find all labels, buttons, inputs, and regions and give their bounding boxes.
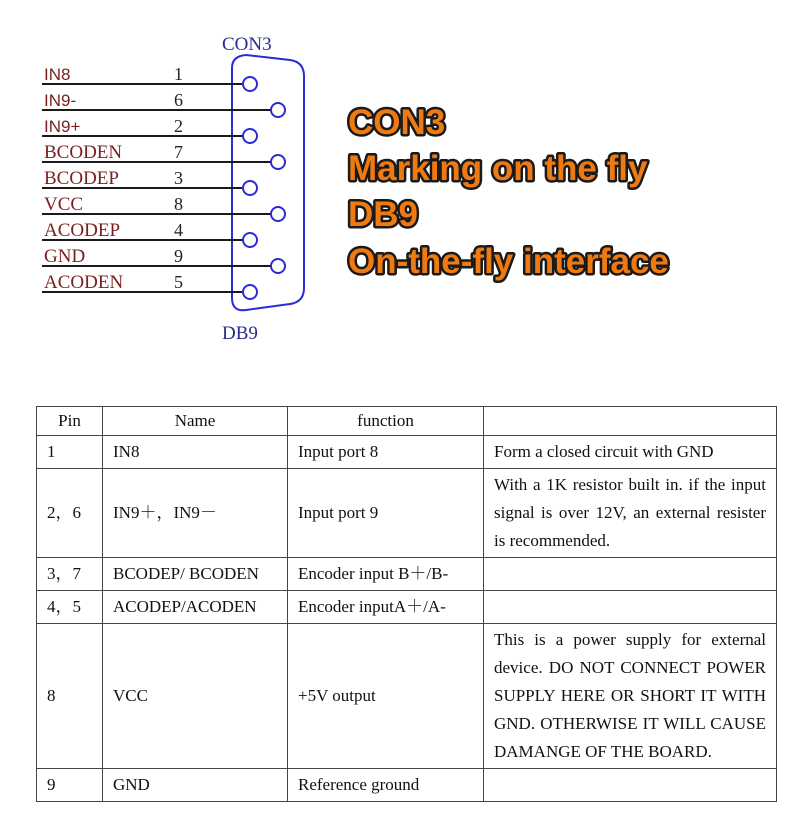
pin-contact bbox=[243, 285, 257, 299]
cell-pin: 9 bbox=[37, 769, 103, 802]
cell-name: BCODEP/ BCODEN bbox=[103, 558, 288, 591]
cell-pin: 8 bbox=[37, 624, 103, 769]
header-function: function bbox=[288, 407, 484, 436]
table-header-row bbox=[37, 407, 777, 436]
pin-number-label: 5 bbox=[174, 272, 183, 292]
pin-contact bbox=[271, 259, 285, 273]
cell-function: Encoder inputA＋/A- bbox=[288, 591, 484, 624]
pin-contact bbox=[271, 207, 285, 221]
cell-pin: 4，5 bbox=[37, 591, 103, 624]
table-row bbox=[37, 469, 777, 558]
cell-note: Form a closed circuit with GND bbox=[484, 436, 777, 469]
pin-function-table bbox=[36, 406, 777, 802]
connector-top-label: CON3 bbox=[222, 34, 272, 55]
title-block bbox=[348, 103, 669, 281]
pin-number-labels bbox=[174, 64, 183, 292]
title-line-3: DB9 bbox=[348, 195, 419, 234]
title-line-4: On-the-fly interface bbox=[348, 242, 669, 281]
header-name: Name bbox=[103, 407, 288, 436]
cell-name: IN8 bbox=[103, 436, 288, 469]
cell-name: VCC bbox=[103, 624, 288, 769]
cell-name: ACODEP/ACODEN bbox=[103, 591, 288, 624]
pin-number-label: 2 bbox=[174, 116, 183, 136]
pin-number-label: 3 bbox=[174, 168, 183, 188]
cell-function: Reference ground bbox=[288, 769, 484, 802]
cell-function: +5V output bbox=[288, 624, 484, 769]
db9-connector-shell bbox=[232, 55, 304, 310]
pin-number-label: 9 bbox=[174, 246, 183, 266]
cell-function: Input port 8 bbox=[288, 436, 484, 469]
pin-name-labels bbox=[44, 65, 123, 293]
connector-bottom-label: DB9 bbox=[222, 323, 258, 344]
cell-note bbox=[484, 558, 777, 591]
cell-note bbox=[484, 591, 777, 624]
pin-name-label: BCODEN bbox=[44, 142, 123, 163]
cell-note: With a 1K resistor built in. if the input signal is over 12V, an external resister is recommended. bbox=[484, 469, 777, 558]
title-line-1: CON3 bbox=[348, 103, 446, 142]
cell-pin: 1 bbox=[37, 436, 103, 469]
pin-contact bbox=[243, 233, 257, 247]
header-pin: Pin bbox=[37, 407, 103, 436]
table-row bbox=[37, 591, 777, 624]
title-line-2: Marking on the fly bbox=[348, 149, 648, 188]
cell-function: Encoder input B＋/B- bbox=[288, 558, 484, 591]
cell-note: This is a power supply for external device. DO NOT CONNECT POWER SUPPLY HERE OR SHORT IT WITH GND. OTHERWISE IT WILL CAUSE DAMANGE OF THE BOARD. bbox=[484, 624, 777, 769]
cell-note bbox=[484, 769, 777, 802]
cell-name: GND bbox=[103, 769, 288, 802]
pin-contact bbox=[271, 155, 285, 169]
header-note bbox=[484, 407, 777, 436]
pin-name-label: VCC bbox=[44, 194, 84, 215]
pin-name-label: IN9+ bbox=[44, 117, 81, 136]
pin-contact bbox=[243, 77, 257, 91]
pin-name-label: IN8 bbox=[44, 65, 71, 84]
pin-name-label: IN9- bbox=[44, 91, 77, 110]
pin-name-label: ACODEN bbox=[44, 272, 124, 293]
table-row bbox=[37, 769, 777, 802]
cell-pin: 2，6 bbox=[37, 469, 103, 558]
pin-number-label: 8 bbox=[174, 194, 183, 214]
pin-name-label: GND bbox=[44, 246, 86, 267]
pin-contact bbox=[243, 181, 257, 195]
pin-number-label: 6 bbox=[174, 90, 183, 110]
cell-pin: 3，7 bbox=[37, 558, 103, 591]
pin-number-label: 4 bbox=[174, 220, 183, 240]
db9-pinout-diagram bbox=[0, 0, 800, 360]
cell-name: IN9＋，IN9－ bbox=[103, 469, 288, 558]
pin-contact bbox=[271, 103, 285, 117]
table-row bbox=[37, 624, 777, 769]
pin-name-label: ACODEP bbox=[44, 220, 121, 241]
table-row bbox=[37, 558, 777, 591]
pin-number-label: 1 bbox=[174, 64, 183, 84]
pin-contact bbox=[243, 129, 257, 143]
table-row bbox=[37, 436, 777, 469]
pin-name-label: BCODEP bbox=[44, 168, 119, 189]
pin-number-label: 7 bbox=[174, 142, 183, 162]
cell-function: Input port 9 bbox=[288, 469, 484, 558]
